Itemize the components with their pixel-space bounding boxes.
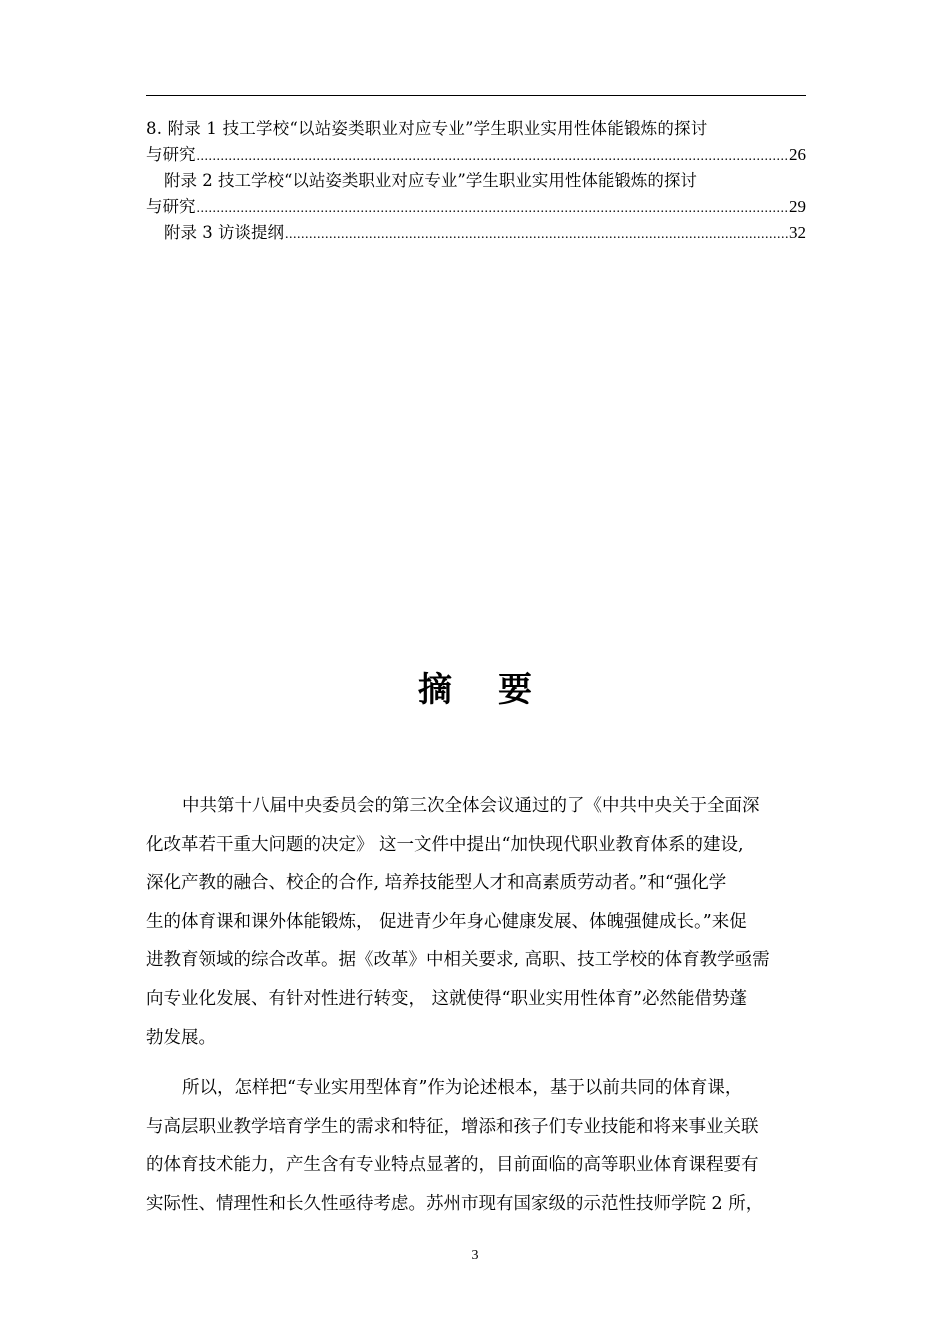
text-line: 实际性、情理性和长久性亟待考虑。苏州市现有国家级的示范性技师学院 2 所， [146,1193,764,1214]
text-line: 生的体育课和课外体能锻炼， 促进青少年身心健康发展、体魄强健成长。”来促 [146,911,747,932]
header-rule [146,95,806,96]
toc-entry-appendix3-page: 32 [789,223,806,242]
toc-entry-appendix2-line1[interactable] [146,168,806,194]
toc-dot-leader [197,144,789,170]
abstract-paragraph-2 [146,1069,806,1223]
toc-dot-leader [197,196,789,222]
page-number: 3 [471,1248,479,1263]
text-line: 与高层职业教学培育学生的需求和特征，增添和孩子们专业技能和将来事业关联 [146,1116,759,1137]
toc-entry-8-line2[interactable] [146,142,806,168]
table-of-contents [146,116,806,246]
toc-entry-8-line1[interactable] [146,116,806,142]
toc-entry-8-title: 8. 附录 1 技工学校“以站姿类职业对应专业”学生职业实用性体能锻炼的探讨 [146,119,708,138]
toc-dot-leader [285,222,788,248]
text-line: 向专业化发展、有针对性进行转变， 这就使得“职业实用性体育”必然能借势蓬 [146,988,747,1009]
text-line: 勃发展。 [146,1027,216,1048]
text-line: 所以，怎样把“专业实用型体育”作为论述根本，基于以前共同的体育课， [182,1078,743,1099]
text-line: 的体育技术能力，产生含有专业特点显著的，目前面临的高等职业体育课程要有 [146,1155,759,1176]
text-line: 进教育领域的综合改革。据《改革》中相关要求, 高职、技工学校的体育教学亟需 [146,950,770,971]
toc-entry-8-title-cont: 与研究 [146,145,196,164]
text-line: 深化产教的融合、校企的合作, 培养技能型人才和高素质劳动者。”和“强化学 [146,873,727,894]
toc-entry-8-page: 26 [789,145,806,164]
toc-entry-appendix2-line2[interactable] [146,194,806,220]
toc-entry-appendix3[interactable] [146,220,806,246]
toc-entry-appendix2-title: 附录 2 技工学校“以站姿类职业对应专业”学生职业实用性体能锻炼的探讨 [164,171,697,190]
toc-entry-appendix2-title-cont: 与研究 [146,197,196,216]
toc-entry-appendix2-page: 29 [789,197,806,216]
abstract-body [146,787,806,1224]
abstract-title: 摘要 [418,670,578,710]
abstract-paragraph-1 [146,787,806,1057]
text-line: 化改革若干重大问题的决定》 这一文件中提出“加快现代职业教育体系的建设, [146,834,744,855]
toc-entry-appendix3-title: 附录 3 访谈提纲 [164,223,284,242]
text-line: 中共第十八届中央委员会的第三次全体会议通过的了《中共中央关于全面深 [182,796,760,816]
